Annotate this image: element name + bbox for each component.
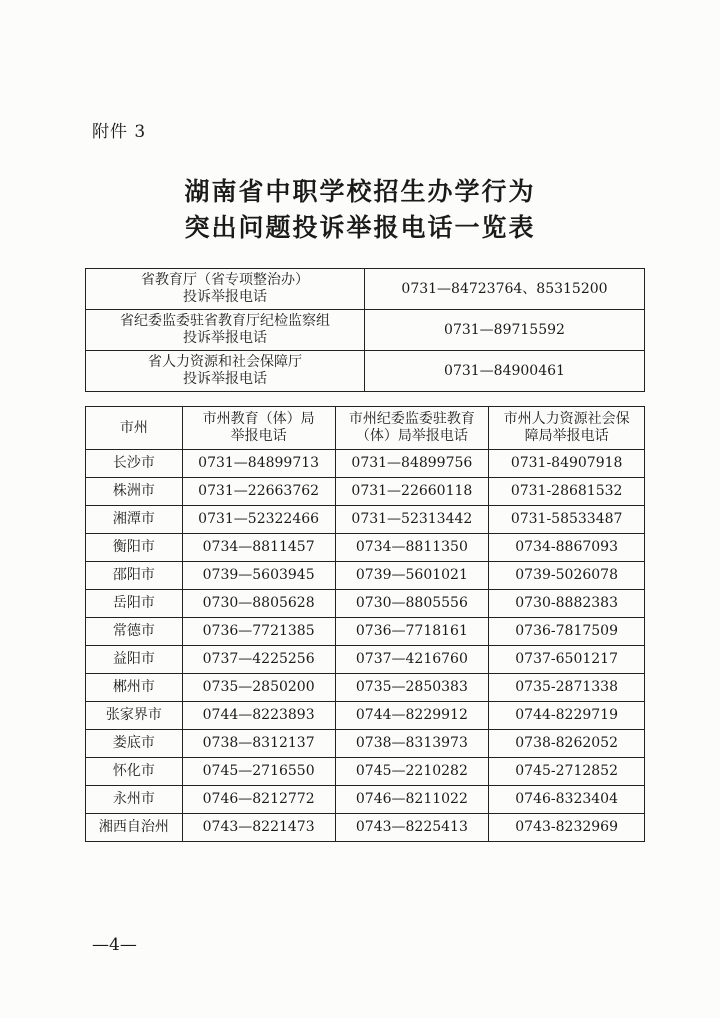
city-name-cell: 衡阳市 [86, 534, 183, 562]
org-name-line: 投诉举报电话 [183, 330, 267, 346]
table-row [86, 674, 645, 702]
education-phone-cell: 0737—4225256 [182, 646, 335, 674]
header-text: 举报电话 [230, 428, 287, 444]
hr-phone-cell: 0744-8229719 [489, 702, 645, 730]
hr-phone-cell: 0745-2712852 [489, 758, 645, 786]
discipline-phone-cell: 0731—84899756 [335, 450, 489, 478]
city-name-cell: 岳阳市 [86, 590, 183, 618]
header-text: 市州纪委监委驻教育 [348, 411, 475, 427]
table-row [86, 618, 645, 646]
org-name-line: 省人力资源和社会保障厅 [148, 354, 302, 370]
discipline-phone-cell: 0744—8229912 [335, 702, 489, 730]
hr-phone-cell: 0743-8232969 [489, 814, 645, 842]
city-name-cell: 娄底市 [86, 730, 183, 758]
table-row [86, 814, 645, 842]
hr-phone-cell: 0730-8882383 [489, 590, 645, 618]
city-name-cell: 长沙市 [86, 450, 183, 478]
education-phone-cell: 0743—8221473 [182, 814, 335, 842]
document-title-line2: 突出问题投诉举报电话一览表 [184, 213, 536, 242]
hr-phone-cell: 0731-28681532 [489, 478, 645, 506]
education-phone-cell: 0746—8212772 [182, 786, 335, 814]
table-row [86, 478, 645, 506]
table-row [86, 758, 645, 786]
hr-phone-cell: 0731-58533487 [489, 506, 645, 534]
table-row [86, 269, 645, 310]
phone-number: 0731—84900461 [444, 362, 565, 379]
table-row [86, 351, 645, 392]
hr-phone-cell: 0738-8262052 [489, 730, 645, 758]
table-row [86, 646, 645, 674]
hr-phone-cell: 0735-2871338 [489, 674, 645, 702]
header-text: 市州教育（体）局 [202, 411, 315, 427]
city-name-cell: 永州市 [86, 786, 183, 814]
table-row [86, 702, 645, 730]
attachment-label: 附件 3 [92, 122, 147, 142]
discipline-phone-cell: 0731—52313442 [335, 506, 489, 534]
discipline-phone-cell: 0736—7718161 [335, 618, 489, 646]
hr-phone-cell: 0737-6501217 [489, 646, 645, 674]
discipline-phone-cell: 0743—8225413 [335, 814, 489, 842]
city-name-cell: 郴州市 [86, 674, 183, 702]
header-cell-city [86, 407, 183, 450]
header-cell-education-bureau [182, 407, 335, 450]
city-name-cell: 常德市 [86, 618, 183, 646]
city-name-cell: 邵阳市 [86, 562, 183, 590]
education-phone-cell: 0731—84899713 [182, 450, 335, 478]
city-name-cell: 怀化市 [86, 758, 183, 786]
table-row [86, 562, 645, 590]
education-phone-cell: 0731—52322466 [182, 506, 335, 534]
discipline-phone-cell: 0730—8805556 [335, 590, 489, 618]
education-phone-cell: 0735—2850200 [182, 674, 335, 702]
document-title-line1: 湖南省中职学校招生办学行为 [184, 177, 536, 206]
table-row [86, 786, 645, 814]
city-name-cell: 张家界市 [86, 702, 183, 730]
phone-number: 0731—89715592 [444, 321, 565, 338]
org-name-line: 省教育厅（省专项整治办） [141, 272, 309, 288]
education-phone-cell: 0730—8805628 [182, 590, 335, 618]
hr-phone-cell: 0739-5026078 [489, 562, 645, 590]
hr-phone-cell: 0734-8867093 [489, 534, 645, 562]
table-row [86, 590, 645, 618]
table-header-row [86, 407, 645, 450]
hr-phone-cell: 0731-84907918 [489, 450, 645, 478]
discipline-phone-cell: 0746—8211022 [335, 786, 489, 814]
hr-phone-cell: 0746-8323404 [489, 786, 645, 814]
phone-cell [365, 310, 645, 351]
city-hotline-table [85, 406, 645, 842]
hr-phone-cell: 0736-7817509 [489, 618, 645, 646]
education-phone-cell: 0745—2716550 [182, 758, 335, 786]
table-row [86, 730, 645, 758]
header-cell-discipline-commission [335, 407, 489, 450]
provincial-hotline-table [85, 268, 645, 392]
discipline-phone-cell: 0731—22660118 [335, 478, 489, 506]
header-text: 障局举报电话 [524, 428, 609, 444]
discipline-phone-cell: 0734—8811350 [335, 534, 489, 562]
discipline-phone-cell: 0737—4216760 [335, 646, 489, 674]
org-name-cell [86, 269, 365, 310]
city-name-cell: 湘西自治州 [86, 814, 183, 842]
org-name-line: 投诉举报电话 [183, 371, 267, 387]
page-number: —4— [92, 935, 137, 955]
phone-number: 0731—84723764、85315200 [401, 280, 608, 297]
header-cell-hr-bureau [489, 407, 645, 450]
phone-cell [365, 269, 645, 310]
education-phone-cell: 0739—5603945 [182, 562, 335, 590]
education-phone-cell: 0738—8312137 [182, 730, 335, 758]
education-phone-cell: 0731—22663762 [182, 478, 335, 506]
org-name-line: 投诉举报电话 [183, 289, 267, 305]
org-name-cell [86, 310, 365, 351]
discipline-phone-cell: 0739—5601021 [335, 562, 489, 590]
phone-cell [365, 351, 645, 392]
education-phone-cell: 0734—8811457 [182, 534, 335, 562]
org-name-line: 省纪委监委驻省教育厅纪检监察组 [120, 313, 330, 329]
table-row [86, 450, 645, 478]
table-row [86, 310, 645, 351]
discipline-phone-cell: 0745—2210282 [335, 758, 489, 786]
header-text: 市州人力资源社会保 [503, 411, 630, 427]
discipline-phone-cell: 0735—2850383 [335, 674, 489, 702]
org-name-cell [86, 351, 365, 392]
city-name-cell: 湘潭市 [86, 506, 183, 534]
city-name-cell: 益阳市 [86, 646, 183, 674]
discipline-phone-cell: 0738—8313973 [335, 730, 489, 758]
education-phone-cell: 0736—7721385 [182, 618, 335, 646]
header-text: 市州 [119, 419, 148, 436]
table-row [86, 506, 645, 534]
header-text: （体）局举报电话 [355, 428, 468, 444]
education-phone-cell: 0744—8223893 [182, 702, 335, 730]
city-name-cell: 株洲市 [86, 478, 183, 506]
table-row [86, 534, 645, 562]
